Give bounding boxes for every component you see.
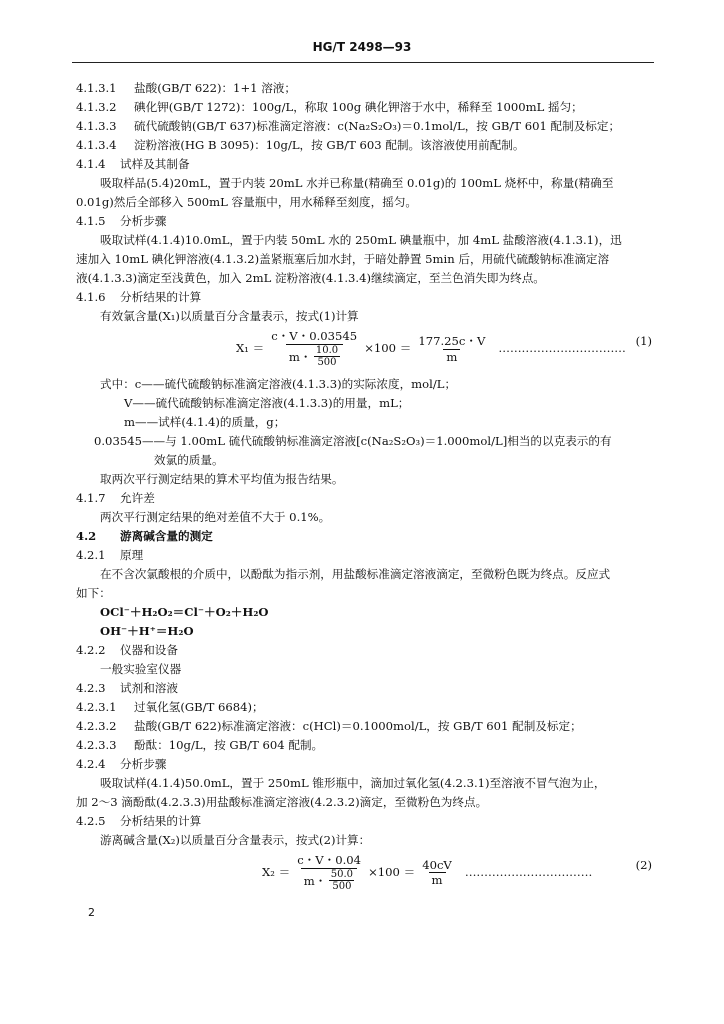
paragraph-line: 吸取试样(4.1.4)50.0mL，置于 250mL 锥形瓶中，滴加过氧化氢(4.2.3.1)至溶液不冒气泡为止， xyxy=(100,776,606,790)
formula-denominator xyxy=(301,868,358,892)
heading-4-2-5: 4.2.5 分析结果的计算 xyxy=(76,814,202,828)
formula-1-label: (1) xyxy=(635,334,652,348)
formula-2-label: (2) xyxy=(635,858,652,872)
paragraph-line: 吸取样品(5.4)20mL，置于内装 20mL 水并已称量(精确至 0.01g)的 100mL 烧杯中，称量(精确至 xyxy=(100,176,614,190)
formula-1 xyxy=(236,328,626,368)
formula-den-m: m・ xyxy=(303,873,327,888)
paragraph-line: 游离碱含量(X₂)以质量百分含量表示，按式(2)计算： xyxy=(100,833,371,847)
paragraph-line: 在不含次氯酸根的介质中，以酚酞为指示剂，用盐酸标准滴定溶液滴定，至微粉色既为终点。反应式 xyxy=(100,567,611,581)
clause-4-1-3-2: 4.1.3.2 碘化钾(GB/T 1272)：100g/L，称取 100g 碘化钾溶于水中，稀释至 1000mL 摇匀； xyxy=(76,100,583,114)
formula-rhs-fraction xyxy=(419,858,455,887)
paragraph-line: 液(4.1.3.3)滴定至浅黄色，加入 2mL 淀粉溶液(4.1.3.4)继续滴定，至兰色消失即为终点。 xyxy=(76,271,545,285)
heading-4-2: 4.2 游离碱含量的测定 xyxy=(76,529,213,543)
header-rule xyxy=(72,62,654,63)
formula-lhs: X₂ ＝ xyxy=(262,865,291,879)
page-number: 2 xyxy=(88,906,95,919)
clause-4-1-3-1: 4.1.3.1 盐酸(GB/T 622)：1+1 溶液； xyxy=(76,81,296,95)
formula-sub-fraction xyxy=(314,345,339,368)
paragraph-line: 两次平行测定结果的绝对差值不大于 0.1%。 xyxy=(100,510,331,524)
paragraph-line: 速加入 10mL 碘化钾溶液(4.1.3.2)盖紧瓶塞后加水封，于暗处静置 5min 后，用硫代硫酸钠标准滴定溶 xyxy=(76,252,610,266)
formula-lhs: X₁ ＝ xyxy=(236,341,265,355)
definition-v: V——硫代硫酸钠标准滴定溶液(4.1.3.3)的用量，mL； xyxy=(124,396,410,410)
sub-fraction-den: 500 xyxy=(314,356,339,368)
clause-4-2-3-3: 4.2.3.3 酚酞：10g/L，按 GB/T 604 配制。 xyxy=(76,738,324,752)
definition-constant-cont: 效氯的质量。 xyxy=(154,453,224,467)
rhs-numerator: 40cV xyxy=(422,857,452,872)
formula-sub-fraction xyxy=(329,869,354,892)
definition-c: 式中：c——硫代硫酸钠标准滴定溶液(4.1.3.3)的实际浓度，mol/L； xyxy=(100,377,457,391)
formula-denominator xyxy=(286,344,343,368)
sub-fraction-num: 50.0 xyxy=(330,869,354,880)
paragraph-line: 取两次平行测定结果的算术平均值为报告结果。 xyxy=(100,472,344,486)
paragraph-line: 有效氯含量(X₁)以质量百分含量表示，按式(1)计算 xyxy=(100,309,359,323)
paragraph-line: 吸取试样(4.1.4)10.0mL，置于内装 50mL 水的 250mL 碘量瓶中，加 4mL 盐酸溶液(4.1.3.1)，迅 xyxy=(100,233,622,247)
reaction-equation-1: OCl⁻＋H₂O₂＝Cl⁻＋O₂＋H₂O xyxy=(100,605,269,619)
formula-fraction xyxy=(268,328,360,368)
heading-4-2-3: 4.2.3 试剂和溶液 xyxy=(76,681,178,695)
paragraph-line: 一般实验室仪器 xyxy=(100,662,182,676)
rhs-denominator: m xyxy=(443,349,460,364)
rhs-numerator: 177.25c・V xyxy=(418,333,486,348)
heading-4-2-4: 4.2.4 分析步骤 xyxy=(76,757,167,771)
sub-fraction-den: 500 xyxy=(329,880,354,892)
formula-times: ×100 ＝ xyxy=(368,865,416,879)
heading-4-1-5: 4.1.5 分析步骤 xyxy=(76,214,167,228)
formula-2 xyxy=(262,852,592,892)
sub-fraction-num: 10.0 xyxy=(315,345,339,356)
formula-leader: …………………………… xyxy=(498,341,626,355)
clause-4-2-3-1: 4.2.3.1 过氧化氢(GB/T 6684)； xyxy=(76,700,264,714)
paragraph-line: 0.01g)然后全部移入 500mL 容量瓶中，用水稀释至刻度，摇匀。 xyxy=(76,195,418,209)
rhs-denominator: m xyxy=(429,872,446,887)
definition-m: m——试样(4.1.4)的质量，g； xyxy=(124,415,286,429)
formula-den-m: m・ xyxy=(288,349,312,364)
paragraph-line: 加 2～3 滴酚酞(4.2.3.3)用盐酸标准滴定溶液(4.2.3.2)滴定，至微粉色为终点。 xyxy=(76,795,488,809)
paragraph-line: 如下： xyxy=(76,586,111,600)
clause-4-2-3-2: 4.2.3.2 盐酸(GB/T 622)标准滴定溶液：c(HCl)＝0.1000mol/L，按 GB/T 601 配制及标定； xyxy=(76,719,582,733)
page-header: HG/T 2498—93 xyxy=(312,40,412,54)
formula-numerator: c・V・0.03545 xyxy=(271,329,358,343)
heading-4-1-4: 4.1.4 试样及其制备 xyxy=(76,157,190,171)
heading-4-2-1: 4.2.1 原理 xyxy=(76,548,144,562)
formula-rhs-fraction xyxy=(415,333,488,364)
formula-times: ×100 ＝ xyxy=(364,341,412,355)
heading-4-1-7: 4.1.7 允许差 xyxy=(76,491,155,505)
reaction-equation-2: OH⁻＋H⁺＝H₂O xyxy=(100,624,194,638)
heading-4-2-2: 4.2.2 仪器和设备 xyxy=(76,643,178,657)
formula-numerator: c・V・0.04 xyxy=(297,853,362,867)
formula-leader: …………………………… xyxy=(464,865,593,879)
formula-fraction xyxy=(294,852,364,892)
heading-4-1-6: 4.1.6 分析结果的计算 xyxy=(76,290,202,304)
clause-4-1-3-4: 4.1.3.4 淀粉溶液(HG B 3095)：10g/L，按 GB/T 603 配制。该溶液使用前配制。 xyxy=(76,138,525,152)
definition-constant: 0.03545——与 1.00mL 硫代硫酸钠标准滴定溶液[c(Na₂S₂O₃)＝1.000mol/L]相当的以克表示的有 xyxy=(94,434,612,448)
clause-4-1-3-3: 4.1.3.3 硫代硫酸钠(GB/T 637)标准滴定溶液：c(Na₂S₂O₃)＝0.1mol/L，按 GB/T 601 配制及标定； xyxy=(76,119,621,133)
